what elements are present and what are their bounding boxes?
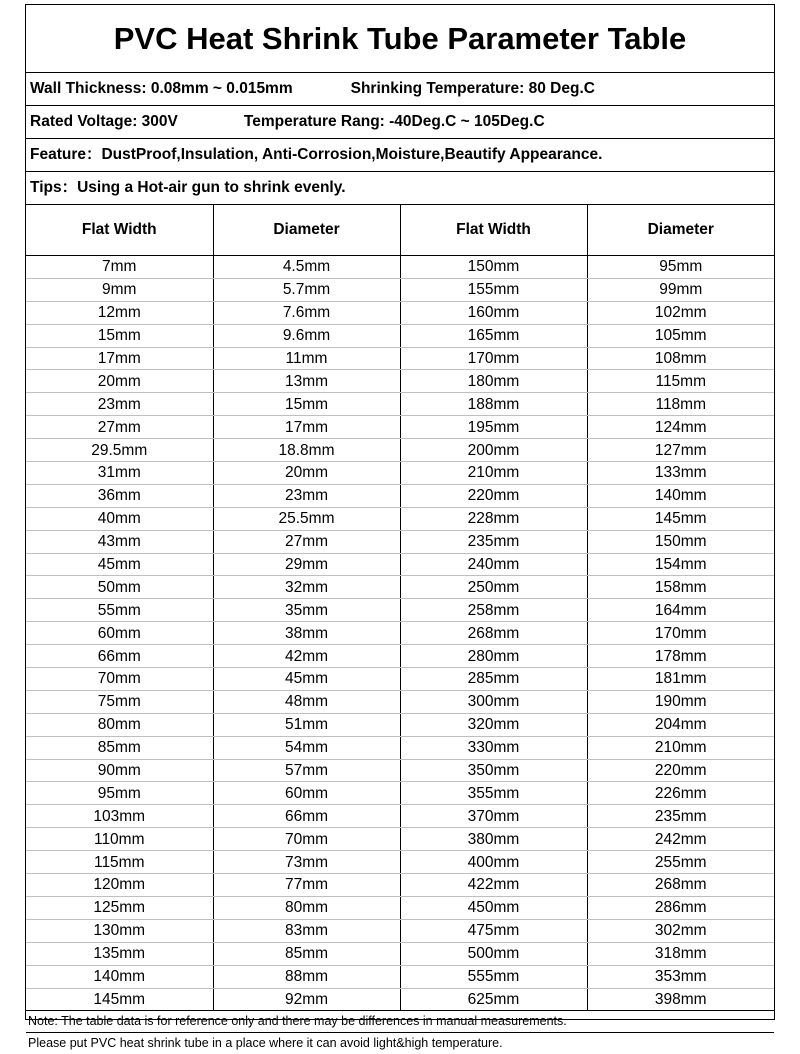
table-cell: 70mm — [26, 668, 213, 691]
table-cell: 80mm — [26, 713, 213, 736]
table-cell: 127mm — [587, 439, 774, 462]
table-row — [26, 370, 774, 393]
table-cell: 155mm — [400, 278, 587, 301]
table-cell: 32mm — [213, 576, 400, 599]
temperature-range-label: Temperature Rang: -40Deg.C ~ 105Deg.C — [243, 113, 545, 130]
table-cell: 17mm — [26, 347, 213, 370]
table-cell: 77mm — [213, 874, 400, 897]
table-header-row — [26, 205, 774, 256]
table-row — [26, 301, 774, 324]
table-row — [26, 347, 774, 370]
table-row — [26, 851, 774, 874]
table-cell: 7mm — [26, 256, 213, 279]
table-cell: 330mm — [400, 736, 587, 759]
table-cell: 60mm — [213, 782, 400, 805]
table-cell: 60mm — [26, 622, 213, 645]
table-cell: 85mm — [26, 736, 213, 759]
table-cell: 220mm — [400, 484, 587, 507]
table-cell: 48mm — [213, 690, 400, 713]
table-row — [26, 462, 774, 485]
table-cell: 164mm — [587, 599, 774, 622]
table-cell: 226mm — [587, 782, 774, 805]
table-cell: 66mm — [26, 645, 213, 668]
table-cell: 118mm — [587, 393, 774, 416]
table-cell: 103mm — [26, 805, 213, 828]
table-cell: 302mm — [587, 919, 774, 942]
table-cell: 353mm — [587, 965, 774, 988]
table-cell: 73mm — [213, 851, 400, 874]
table-cell: 190mm — [587, 690, 774, 713]
table-cell: 88mm — [213, 965, 400, 988]
header-flat-width-2: Flat Width — [400, 205, 587, 256]
table-row — [26, 278, 774, 301]
table-cell: 235mm — [587, 805, 774, 828]
table-cell: 80mm — [213, 896, 400, 919]
table-cell: 5.7mm — [213, 278, 400, 301]
table-cell: 370mm — [400, 805, 587, 828]
wall-thickness-label: Wall Thickness: 0.08mm ~ 0.015mm — [30, 80, 293, 97]
table-cell: 29.5mm — [26, 439, 213, 462]
table-cell: 99mm — [587, 278, 774, 301]
table-row — [26, 690, 774, 713]
table-row — [26, 599, 774, 622]
table-cell: 242mm — [587, 828, 774, 851]
table-row — [26, 645, 774, 668]
table-cell: 29mm — [213, 553, 400, 576]
table-cell: 15mm — [213, 393, 400, 416]
table-cell: 165mm — [400, 324, 587, 347]
table-row — [26, 782, 774, 805]
table-cell: 250mm — [400, 576, 587, 599]
table-cell: 188mm — [400, 393, 587, 416]
info-row-tips — [26, 172, 774, 205]
table-cell: 66mm — [213, 805, 400, 828]
table-cell: 42mm — [213, 645, 400, 668]
table-cell: 220mm — [587, 759, 774, 782]
table-row — [26, 393, 774, 416]
table-cell: 240mm — [400, 553, 587, 576]
table-cell: 54mm — [213, 736, 400, 759]
table-row — [26, 256, 774, 279]
table-cell: 45mm — [213, 668, 400, 691]
table-cell: 120mm — [26, 874, 213, 897]
header-flat-width-1: Flat Width — [26, 205, 213, 256]
table-cell: 380mm — [400, 828, 587, 851]
table-row — [26, 759, 774, 782]
table-cell: 35mm — [213, 599, 400, 622]
table-row — [26, 324, 774, 347]
info-row-thickness — [26, 73, 774, 106]
table-cell: 13mm — [213, 370, 400, 393]
table-cell: 320mm — [400, 713, 587, 736]
table-cell: 110mm — [26, 828, 213, 851]
table-cell: 31mm — [26, 462, 213, 485]
table-cell: 95mm — [26, 782, 213, 805]
table-cell: 181mm — [587, 668, 774, 691]
table-cell: 27mm — [26, 416, 213, 439]
table-cell: 235mm — [400, 530, 587, 553]
table-cell: 25.5mm — [213, 507, 400, 530]
table-cell: 85mm — [213, 942, 400, 965]
table-cell: 625mm — [400, 988, 587, 1011]
table-cell: 43mm — [26, 530, 213, 553]
table-cell: 170mm — [400, 347, 587, 370]
table-cell: 75mm — [26, 690, 213, 713]
table-cell: 450mm — [400, 896, 587, 919]
table-cell: 7.6mm — [213, 301, 400, 324]
table-body — [26, 256, 774, 1011]
page-title: PVC Heat Shrink Tube Parameter Table — [26, 5, 774, 73]
table-cell: 4.5mm — [213, 256, 400, 279]
table-cell: 36mm — [26, 484, 213, 507]
table-row — [26, 896, 774, 919]
rated-voltage-label: Rated Voltage: 300V — [30, 113, 178, 130]
info-row-feature — [26, 139, 774, 172]
table-cell: 23mm — [26, 393, 213, 416]
note-reference: Note: The table data is for reference only and there may be differences in manual measurements. — [26, 1011, 774, 1033]
info-row-voltage — [26, 106, 774, 139]
table-cell: 180mm — [400, 370, 587, 393]
table-cell: 70mm — [213, 828, 400, 851]
table-cell: 258mm — [400, 599, 587, 622]
table-row — [26, 507, 774, 530]
table-cell: 210mm — [400, 462, 587, 485]
table-cell: 55mm — [26, 599, 213, 622]
table-cell: 40mm — [26, 507, 213, 530]
table-cell: 178mm — [587, 645, 774, 668]
table-cell: 115mm — [26, 851, 213, 874]
table-cell: 51mm — [213, 713, 400, 736]
table-cell: 200mm — [400, 439, 587, 462]
table-cell: 102mm — [587, 301, 774, 324]
table-row — [26, 942, 774, 965]
table-cell: 125mm — [26, 896, 213, 919]
table-cell: 280mm — [400, 645, 587, 668]
table-cell: 90mm — [26, 759, 213, 782]
table-row — [26, 919, 774, 942]
table-row — [26, 622, 774, 645]
table-row — [26, 965, 774, 988]
table-row — [26, 439, 774, 462]
table-row — [26, 805, 774, 828]
table-cell: 285mm — [400, 668, 587, 691]
table-cell: 108mm — [587, 347, 774, 370]
table-cell: 11mm — [213, 347, 400, 370]
table-cell: 9mm — [26, 278, 213, 301]
table-row — [26, 576, 774, 599]
table-cell: 170mm — [587, 622, 774, 645]
table-row — [26, 828, 774, 851]
table-cell: 150mm — [587, 530, 774, 553]
table-cell: 133mm — [587, 462, 774, 485]
table-cell: 135mm — [26, 942, 213, 965]
table-cell: 154mm — [587, 553, 774, 576]
table-row — [26, 736, 774, 759]
table-cell: 555mm — [400, 965, 587, 988]
table-cell: 255mm — [587, 851, 774, 874]
table-cell: 286mm — [587, 896, 774, 919]
table-cell: 422mm — [400, 874, 587, 897]
table-cell: 23mm — [213, 484, 400, 507]
table-cell: 145mm — [26, 988, 213, 1011]
table-cell: 57mm — [213, 759, 400, 782]
table-cell: 83mm — [213, 919, 400, 942]
table-cell: 350mm — [400, 759, 587, 782]
table-cell: 318mm — [587, 942, 774, 965]
table-cell: 268mm — [587, 874, 774, 897]
note-storage: Please put PVC heat shrink tube in a place where it can avoid light&high temperature. — [28, 1036, 503, 1051]
tips-label: Tips：Using a Hot-air gun to shrink evenly. — [30, 179, 346, 196]
header-diameter-2: Diameter — [587, 205, 774, 256]
table-cell: 145mm — [587, 507, 774, 530]
table-cell: 45mm — [26, 553, 213, 576]
table-cell: 300mm — [400, 690, 587, 713]
table-row — [26, 874, 774, 897]
table-row — [26, 484, 774, 507]
table-row — [26, 416, 774, 439]
table-cell: 105mm — [587, 324, 774, 347]
table-cell: 9.6mm — [213, 324, 400, 347]
table-cell: 140mm — [587, 484, 774, 507]
table-cell: 92mm — [213, 988, 400, 1011]
table-cell: 20mm — [213, 462, 400, 485]
table-row — [26, 713, 774, 736]
table-cell: 38mm — [213, 622, 400, 645]
table-cell: 140mm — [26, 965, 213, 988]
table-cell: 210mm — [587, 736, 774, 759]
table-cell: 15mm — [26, 324, 213, 347]
table-cell: 150mm — [400, 256, 587, 279]
table-cell: 500mm — [400, 942, 587, 965]
table-cell: 355mm — [400, 782, 587, 805]
table-row — [26, 530, 774, 553]
table-cell: 398mm — [587, 988, 774, 1011]
parameter-table — [26, 205, 774, 1011]
table-cell: 130mm — [26, 919, 213, 942]
table-cell: 400mm — [400, 851, 587, 874]
table-cell: 204mm — [587, 713, 774, 736]
table-cell: 228mm — [400, 507, 587, 530]
parameter-sheet — [25, 4, 775, 1051]
table-cell: 20mm — [26, 370, 213, 393]
table-row — [26, 668, 774, 691]
shrinking-temperature-label: Shrinking Temperature: 80 Deg.C — [350, 80, 595, 97]
table-cell: 17mm — [213, 416, 400, 439]
table-cell: 12mm — [26, 301, 213, 324]
table-row — [26, 988, 774, 1011]
table-cell: 160mm — [400, 301, 587, 324]
table-cell: 268mm — [400, 622, 587, 645]
table-cell: 18.8mm — [213, 439, 400, 462]
table-cell: 27mm — [213, 530, 400, 553]
feature-label: Feature：DustProof,Insulation, Anti-Corrosion,Moisture,Beautify Appearance. — [30, 146, 603, 163]
table-cell: 124mm — [587, 416, 774, 439]
header-diameter-1: Diameter — [213, 205, 400, 256]
table-row — [26, 553, 774, 576]
table-cell: 195mm — [400, 416, 587, 439]
table-cell: 95mm — [587, 256, 774, 279]
table-cell: 158mm — [587, 576, 774, 599]
table-cell: 50mm — [26, 576, 213, 599]
table-cell: 115mm — [587, 370, 774, 393]
table-cell: 475mm — [400, 919, 587, 942]
